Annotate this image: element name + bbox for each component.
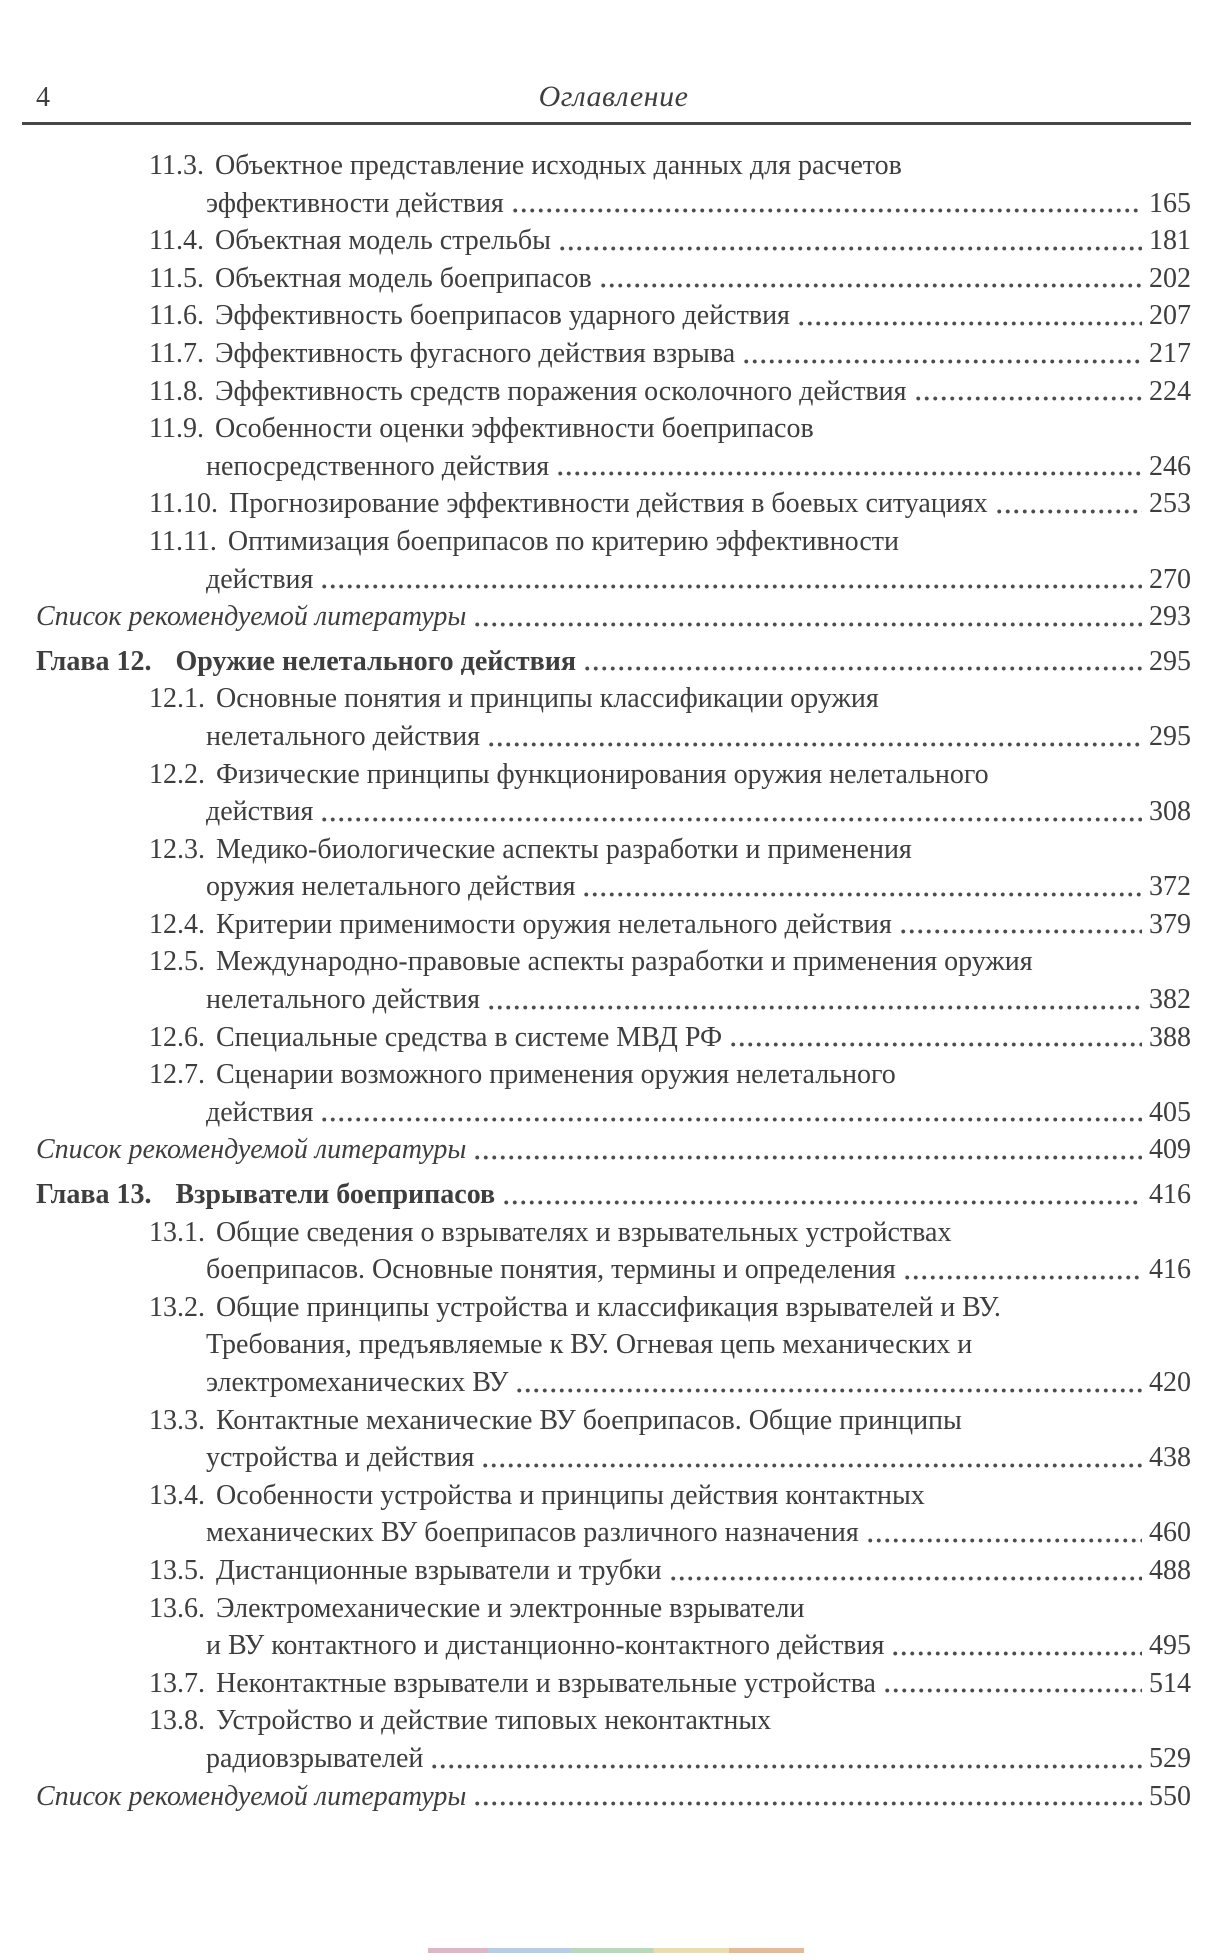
entry-text: и ВУ контактного и дистанционно-контактного действия xyxy=(206,1630,885,1662)
entry-text: механических ВУ боеприпасов различного назначения xyxy=(206,1517,859,1549)
toc-entry-line xyxy=(36,373,1191,411)
entry-page-number: 293 xyxy=(1149,601,1191,633)
toc-entry-line xyxy=(36,1019,1191,1057)
toc-entry xyxy=(36,943,1191,1018)
entry-number: 11.5. xyxy=(149,262,204,294)
entry-number: 13.5. xyxy=(149,1554,205,1586)
toc-entry xyxy=(36,1590,1191,1665)
entry-text: Прогнозирование эффективности действия в боевых ситуациях xyxy=(228,488,988,520)
entry-text: Сценарии возможного применения оружия нелетального xyxy=(216,1059,896,1091)
entry-text: Список рекомендуемой литературы xyxy=(36,601,467,633)
toc-entry-line xyxy=(36,1402,1191,1440)
entry-page-number: 246 xyxy=(1149,450,1191,482)
entry-page-number: 388 xyxy=(1149,1021,1191,1053)
entry-page-number: 495 xyxy=(1149,1630,1191,1662)
entry-text: Взрыватели боеприпасов xyxy=(175,1179,496,1211)
toc-entry-line xyxy=(36,297,1191,335)
dotted-leader xyxy=(487,742,1142,747)
entry-text: устройства и действия xyxy=(206,1442,475,1474)
toc-entry xyxy=(36,643,1191,681)
entry-number: 13.2. xyxy=(149,1291,205,1323)
entry-number: 13.8. xyxy=(149,1705,205,1737)
toc-entry-line xyxy=(36,981,1191,1019)
entry-number: 11.10. xyxy=(149,488,218,520)
dotted-leader xyxy=(797,321,1142,326)
toc-entry-line xyxy=(36,718,1191,756)
toc-entry xyxy=(36,756,1191,831)
entry-number: 12.7. xyxy=(149,1059,205,1091)
toc-entry xyxy=(36,1214,1191,1289)
toc-entry-line xyxy=(36,1251,1191,1289)
toc-entry xyxy=(36,598,1191,636)
dotted-leader xyxy=(487,1005,1142,1010)
toc-entry xyxy=(36,1131,1191,1169)
toc-entry xyxy=(36,1702,1191,1777)
toc-entry xyxy=(36,222,1191,260)
entry-number: 12.3. xyxy=(149,833,205,865)
entry-text: эффективности действия xyxy=(206,187,504,219)
dotted-leader xyxy=(481,1463,1142,1468)
toc-entry-line xyxy=(36,260,1191,298)
entry-page-number: 514 xyxy=(1149,1667,1191,1699)
entry-text: Устройство и действие типовых неконтактных xyxy=(216,1705,772,1737)
toc-entry-line xyxy=(36,1214,1191,1252)
toc-entry-line xyxy=(36,1364,1191,1402)
toc-entry-line xyxy=(36,1326,1191,1364)
entry-text: нелетального действия xyxy=(206,720,480,752)
entry-text: Медико-биологические аспекты разработки и применения xyxy=(216,833,912,865)
toc-entry-line xyxy=(36,1131,1191,1169)
entry-text: Неконтактные взрыватели и взрывательные устройства xyxy=(216,1667,876,1699)
entry-text: непосредственного действия xyxy=(206,450,550,482)
dotted-leader xyxy=(473,1155,1142,1160)
dotted-leader xyxy=(729,1042,1142,1047)
toc-entry xyxy=(36,485,1191,523)
entry-page-number: 416 xyxy=(1149,1179,1191,1211)
entry-text: действия xyxy=(206,796,314,828)
toc-entry xyxy=(36,1056,1191,1131)
entry-page-number: 224 xyxy=(1149,375,1191,407)
entry-page-number: 382 xyxy=(1149,984,1191,1016)
entry-number: Глава 12. xyxy=(36,645,152,677)
toc-entry xyxy=(36,1665,1191,1703)
toc-entry xyxy=(36,147,1191,222)
entry-text: нелетального действия xyxy=(206,984,480,1016)
toc-entry-line xyxy=(36,1778,1191,1816)
entry-number: 12.2. xyxy=(149,758,205,790)
entry-text: Особенности устройства и принципы действия контактных xyxy=(216,1479,925,1511)
entry-page-number: 438 xyxy=(1149,1442,1191,1474)
entry-number: 13.7. xyxy=(149,1667,205,1699)
toc-entry xyxy=(36,523,1191,598)
entry-text: Список рекомендуемой литературы xyxy=(36,1134,467,1166)
toc-entry-line xyxy=(36,185,1191,223)
toc-entry xyxy=(36,260,1191,298)
entry-number: 12.6. xyxy=(149,1021,205,1053)
scan-color-strip xyxy=(428,1948,804,1953)
toc-entry-line xyxy=(36,147,1191,185)
entry-text: Список рекомендуемой литературы xyxy=(36,1780,467,1812)
dotted-leader xyxy=(473,622,1142,627)
dotted-leader xyxy=(903,1275,1142,1280)
entry-text: Основные понятия и принципы классификации оружия xyxy=(216,683,879,715)
dotted-leader xyxy=(320,817,1142,822)
entry-text: Контактные механические ВУ боеприпасов. Общие принципы xyxy=(216,1404,962,1436)
entry-text: Оптимизация боеприпасов по критерию эффективности xyxy=(227,525,899,557)
dotted-leader xyxy=(582,892,1142,897)
entry-number: 13.3. xyxy=(149,1404,205,1436)
toc-entry-line xyxy=(36,1477,1191,1515)
entry-number: 11.9. xyxy=(149,413,204,445)
toc-entry-line xyxy=(36,793,1191,831)
entry-text: Оружие нелетального действия xyxy=(175,645,576,677)
toc-entry xyxy=(36,1477,1191,1552)
entry-page-number: 295 xyxy=(1149,720,1191,752)
toc-entry-line xyxy=(36,485,1191,523)
entry-page-number: 165 xyxy=(1149,187,1191,219)
entry-page-number: 488 xyxy=(1149,1554,1191,1586)
entry-text: действия xyxy=(206,1096,314,1128)
toc-entry-line xyxy=(36,831,1191,869)
entry-page-number: 253 xyxy=(1149,488,1191,520)
entry-page-number: 416 xyxy=(1149,1254,1191,1286)
entry-text: Общие сведения о взрывателях и взрывательных устройствах xyxy=(216,1216,952,1248)
dotted-leader xyxy=(866,1538,1142,1543)
dotted-leader xyxy=(473,1801,1142,1806)
entry-text: электромеханических ВУ xyxy=(206,1367,509,1398)
entry-number: 12.1. xyxy=(149,683,205,715)
entry-text: радиовзрывателей xyxy=(206,1742,424,1774)
dotted-leader xyxy=(742,359,1142,364)
entry-text: Объектная модель боеприпасов xyxy=(214,262,592,294)
dotted-leader xyxy=(883,1688,1142,1693)
toc-entry xyxy=(36,1552,1191,1590)
toc-entry-line xyxy=(36,1590,1191,1628)
toc-entry-line xyxy=(36,1094,1191,1132)
page-header-title: Оглавление xyxy=(538,80,689,113)
running-head xyxy=(36,80,1191,116)
dotted-leader xyxy=(914,396,1142,401)
toc-entry-line xyxy=(36,943,1191,981)
entry-number: 11.11. xyxy=(149,525,217,557)
entry-number: 11.4. xyxy=(149,225,204,257)
entry-text: Эффективность боеприпасов ударного действия xyxy=(214,300,790,332)
dotted-leader xyxy=(669,1576,1142,1581)
entry-number: 11.7. xyxy=(149,337,204,369)
entry-text: Общие принципы устройства и классификация взрывателей и ВУ. xyxy=(216,1291,1001,1323)
toc-entry-line xyxy=(36,335,1191,373)
entry-page-number: 379 xyxy=(1149,908,1191,940)
entry-text: Дистанционные взрыватели и трубки xyxy=(216,1554,662,1586)
entry-text: боеприпасов. Основные понятия, термины и определения xyxy=(206,1254,896,1286)
entry-text: Электромеханические и электронные взрыватели xyxy=(216,1592,805,1624)
toc-entry xyxy=(36,1402,1191,1477)
entry-number: 11.6. xyxy=(149,300,204,332)
toc-entry-line xyxy=(36,906,1191,944)
entry-text: Объектное представление исходных данных для расчетов xyxy=(214,150,902,181)
dotted-leader xyxy=(583,666,1142,671)
header-rule xyxy=(22,122,1191,125)
entry-text: Особенности оценки эффективности боеприпасов xyxy=(214,413,814,445)
entry-text: оружия нелетального действия xyxy=(206,871,576,903)
toc-entry-line xyxy=(36,1056,1191,1094)
dotted-leader xyxy=(515,1388,1142,1393)
entry-text: Эффективность фугасного действия взрыва xyxy=(214,337,736,369)
toc-entry-line xyxy=(36,222,1191,260)
toc-list xyxy=(36,147,1191,1815)
entry-page-number: 409 xyxy=(1149,1134,1191,1166)
toc-entry xyxy=(36,1289,1191,1402)
entry-text: Объектная модель стрельбы xyxy=(214,225,551,257)
entry-number: 11.3. xyxy=(149,150,204,181)
toc-entry xyxy=(36,1176,1191,1214)
entry-page-number: 270 xyxy=(1149,563,1191,595)
entry-page-number: 372 xyxy=(1149,871,1191,903)
entry-number: 12.4. xyxy=(149,908,205,940)
entry-number: 13.6. xyxy=(149,1592,205,1624)
toc-entry-line xyxy=(36,643,1191,681)
toc-entry xyxy=(36,335,1191,373)
dotted-leader xyxy=(430,1764,1142,1769)
entry-text: Критерии применимости оружия нелетального действия xyxy=(216,908,892,940)
entry-number: 13.1. xyxy=(149,1216,205,1248)
entry-page-number: 217 xyxy=(1149,337,1191,369)
toc-entry xyxy=(36,373,1191,411)
toc-entry-line xyxy=(36,523,1191,561)
toc-entry-line xyxy=(36,598,1191,636)
dotted-leader xyxy=(320,584,1142,589)
entry-page-number: 529 xyxy=(1149,1742,1191,1774)
dotted-leader xyxy=(556,471,1142,476)
toc-entry-line xyxy=(36,1740,1191,1778)
entry-page-number: 207 xyxy=(1149,300,1191,332)
toc-entry xyxy=(36,297,1191,335)
toc-entry-line xyxy=(36,561,1191,599)
dotted-leader xyxy=(320,1117,1142,1122)
dotted-leader xyxy=(899,929,1142,934)
entry-text: Эффективность средств поражения осколочного действия xyxy=(214,375,907,407)
dotted-leader xyxy=(995,509,1142,514)
entry-page-number: 550 xyxy=(1149,1780,1191,1812)
entry-page-number: 308 xyxy=(1149,796,1191,828)
entry-number: 11.8. xyxy=(149,375,204,407)
toc-entry-line xyxy=(36,680,1191,718)
entry-number: Глава 13. xyxy=(36,1179,152,1211)
dotted-leader xyxy=(511,208,1142,213)
entry-page-number: 460 xyxy=(1149,1517,1191,1549)
dotted-leader xyxy=(558,246,1142,251)
toc-entry-line xyxy=(36,868,1191,906)
toc-entry-line xyxy=(36,1627,1191,1665)
toc-entry-line xyxy=(36,1514,1191,1552)
toc-entry xyxy=(36,680,1191,755)
page-number: 4 xyxy=(36,82,50,113)
entry-number: 13.4. xyxy=(149,1479,205,1511)
entry-page-number: 295 xyxy=(1149,645,1191,677)
toc-entry-line xyxy=(36,1702,1191,1740)
dotted-leader xyxy=(599,283,1142,288)
entry-page-number: 405 xyxy=(1149,1096,1191,1128)
toc-entry-line xyxy=(36,1552,1191,1590)
entry-page-number: 202 xyxy=(1149,262,1191,294)
entry-text: Физические принципы функционирования оружия нелетального xyxy=(216,758,989,790)
entry-text: Специальные средства в системе МВД РФ xyxy=(216,1021,723,1053)
toc-entry-line xyxy=(36,1289,1191,1327)
toc-entry-line xyxy=(36,1176,1191,1214)
toc-entry-line xyxy=(36,448,1191,486)
entry-number: 12.5. xyxy=(149,946,205,978)
toc-entry-line xyxy=(36,756,1191,794)
dotted-leader xyxy=(502,1200,1142,1205)
toc-entry-line xyxy=(36,1439,1191,1477)
entry-text: действия xyxy=(206,563,314,595)
entry-text: Требования, предъявляемые к ВУ. Огневая цепь механических и xyxy=(206,1329,973,1361)
entry-page-number: 420 xyxy=(1149,1367,1191,1398)
dotted-leader xyxy=(891,1651,1142,1656)
entry-page-number: 181 xyxy=(1149,225,1191,257)
entry-text: Международно-правовые аспекты разработки и применения оружия xyxy=(216,946,1033,978)
toc-entry-line xyxy=(36,1665,1191,1703)
toc-entry xyxy=(36,831,1191,906)
toc-entry-line xyxy=(36,410,1191,448)
toc-entry xyxy=(36,410,1191,485)
toc-entry xyxy=(36,1019,1191,1057)
toc-entry xyxy=(36,906,1191,944)
toc-entry xyxy=(36,1778,1191,1816)
